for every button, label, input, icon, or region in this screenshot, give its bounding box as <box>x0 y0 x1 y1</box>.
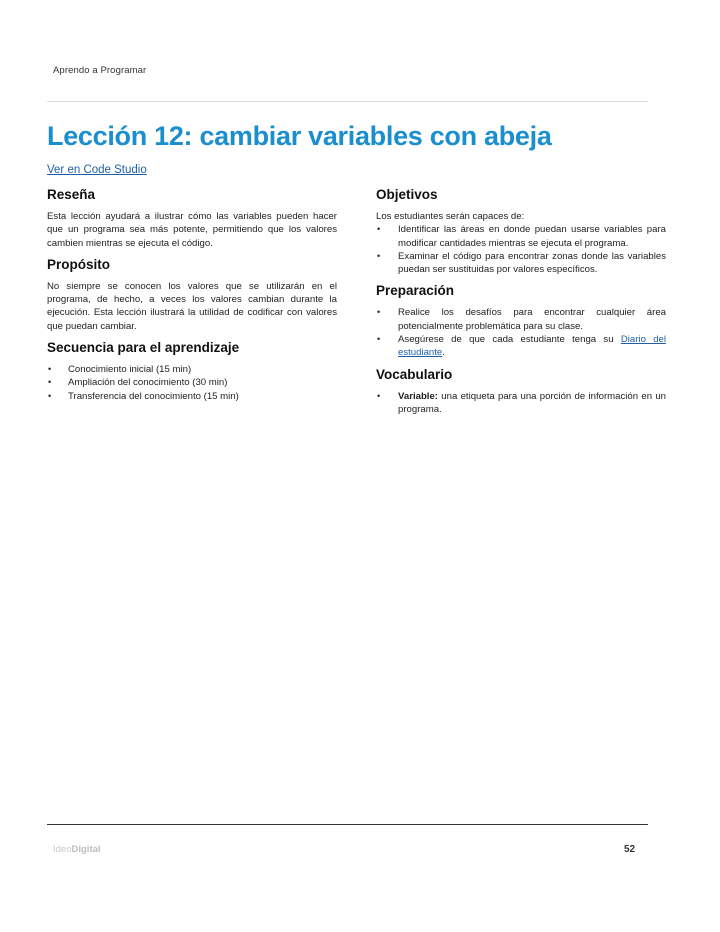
section-preparacion <box>376 282 666 359</box>
preparacion-list <box>376 306 666 359</box>
vocab-term: Variable: <box>398 390 438 402</box>
list-item <box>47 376 337 389</box>
list-item-text: Identificar las áreas en donde puedan usarse variables para modificar cantidades mientras se ejecuta el programa. <box>398 224 666 249</box>
footer-brand-light: Ideo <box>53 844 72 855</box>
footer-brand-bold: Digital <box>71 844 101 855</box>
diario-estudiante-link[interactable]: Diario del estudiante <box>398 334 666 359</box>
page-number: 52 <box>624 844 636 855</box>
bullet-icon: • <box>48 377 52 388</box>
header-divider <box>47 101 648 102</box>
list-item-text: Conocimiento inicial (15 min) <box>68 364 192 376</box>
list-item <box>376 333 666 360</box>
list-item <box>376 250 666 277</box>
proposito-text: No siempre se conocen los valores que se utilizarán en el programa, de hecho, a veces los valores cambian durante la ejecución. Esta lección ilustrará la utilidad de codificar con valores que puedan cambiar. <box>47 280 337 332</box>
list-item <box>47 363 337 376</box>
footer-divider <box>47 824 648 825</box>
running-header: Aprendo a Programar <box>53 65 147 76</box>
footer-brand <box>53 844 101 855</box>
list-item <box>376 306 666 333</box>
bullet-icon: • <box>377 390 381 401</box>
bullet-icon: • <box>377 224 381 235</box>
list-item-text: Realice los desafíos para encontrar cualquier área potencialmente problemática para su clase. <box>398 307 666 332</box>
resena-text: Esta lección ayudará a ilustrar cómo las variables pueden hacer que un programa sea más potente, permitiendo que los valores cambien mientras se ejecuta el código. <box>47 211 337 249</box>
section-heading-objetivos: Objetivos <box>376 187 438 202</box>
right-column <box>376 186 666 422</box>
page-title: Lección 12: cambiar variables con abeja <box>47 121 552 151</box>
objetivos-intro: Los estudiantes serán capaces de: <box>376 211 525 222</box>
section-secuencia <box>47 339 337 403</box>
list-item <box>376 223 666 250</box>
code-studio-link[interactable]: Ver en Code Studio <box>47 164 147 176</box>
bullet-icon: • <box>377 250 381 261</box>
section-vocabulario <box>376 366 666 417</box>
section-heading-preparacion: Preparación <box>376 283 455 299</box>
section-proposito <box>47 256 337 333</box>
list-item-text: Ampliación del conocimiento (30 min) <box>68 377 228 389</box>
section-heading-secuencia: Secuencia para el aprendizaje <box>47 340 240 356</box>
list-item <box>376 390 666 417</box>
section-resena <box>47 186 337 250</box>
vocab-definition: una etiqueta para una porción de información en un programa. <box>398 390 666 415</box>
secuencia-list <box>47 363 337 403</box>
objetivos-list <box>376 223 666 276</box>
section-heading-resena: Reseña <box>47 187 96 202</box>
list-item <box>47 390 337 403</box>
vocabulario-list <box>376 390 666 417</box>
section-heading-vocabulario: Vocabulario <box>376 366 453 382</box>
bullet-icon: • <box>48 390 52 401</box>
bullet-icon: • <box>377 307 381 318</box>
bullet-icon: • <box>377 334 381 345</box>
left-column <box>47 186 337 409</box>
list-item-text: Examinar el código para encontrar zonas donde las variables puedan ser sustituidas por valores específicos. <box>398 250 666 276</box>
bullet-icon: • <box>48 364 52 375</box>
list-item-text-end: . <box>442 347 445 359</box>
list-item-text: Asegúrese de que cada estudiante tenga su <box>398 334 621 346</box>
section-heading-proposito: Propósito <box>47 256 110 272</box>
list-item-text: Transferencia del conocimiento (15 min) <box>68 390 239 402</box>
section-objetivos <box>376 186 666 276</box>
